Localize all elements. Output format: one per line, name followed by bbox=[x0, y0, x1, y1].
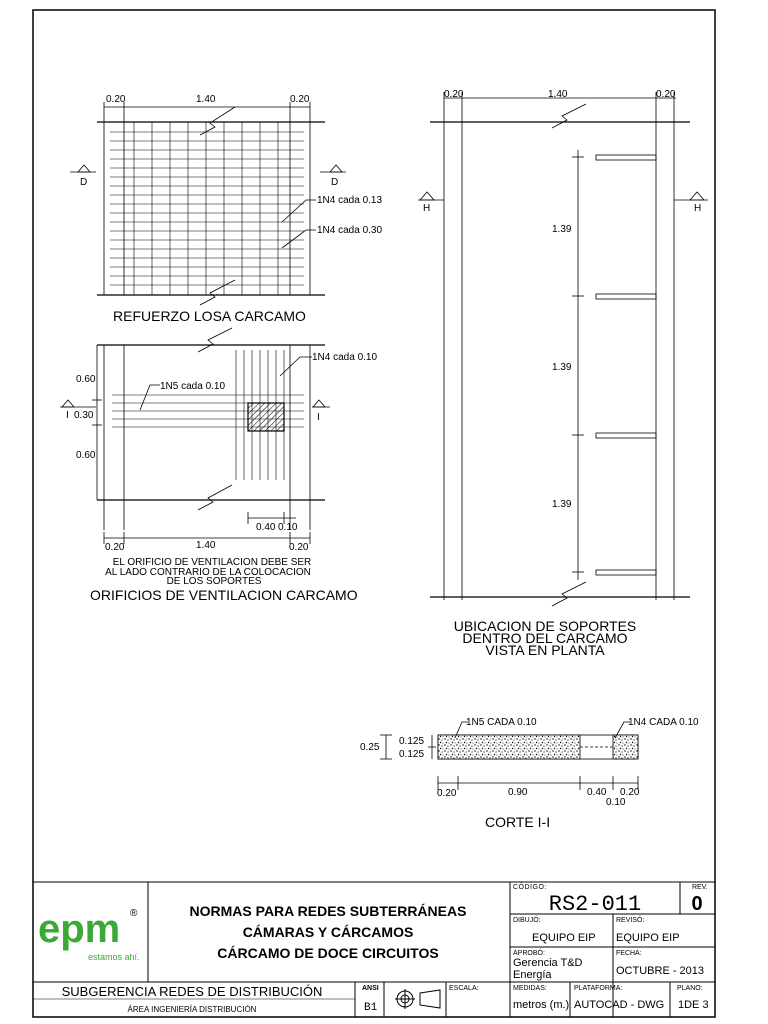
reviso-value: EQUIPO EIP bbox=[616, 932, 680, 944]
plataforma-label: PLATAFORMA: bbox=[574, 985, 623, 992]
orificios-dim-030: 0.30 bbox=[74, 410, 94, 421]
fecha-label: FECHA: bbox=[616, 950, 642, 957]
logo-tagline: estamos ahí. bbox=[88, 952, 140, 962]
orificios-dim-mid: 1.40 bbox=[196, 540, 216, 551]
corte-dim-090: 0.90 bbox=[508, 787, 528, 798]
refuerzo-section-left: D bbox=[80, 177, 88, 188]
soportes-section-right: H bbox=[694, 203, 702, 214]
soportes-title-2: DENTRO DEL CARCAMO bbox=[462, 630, 628, 646]
sheet-border bbox=[33, 10, 715, 1017]
corte-title: CORTE I-I bbox=[485, 814, 551, 830]
orificios-note-1: EL ORIFICIO DE VENTILACION DEBE SER bbox=[112, 557, 312, 568]
medidas-value: metros (m.) bbox=[513, 999, 570, 1011]
aprobo-label: APROBÓ: bbox=[513, 950, 545, 957]
soportes-section-left: H bbox=[423, 203, 431, 214]
soportes-dim-mid: 1.40 bbox=[548, 89, 568, 100]
codigo-label: CÓDIGO: bbox=[513, 884, 547, 891]
escala-label: ESCALA: bbox=[449, 985, 479, 992]
refuerzo-dim-right: 0.20 bbox=[290, 94, 310, 105]
corte-dim-025: 0.25 bbox=[360, 742, 380, 753]
reviso-label: REVISÓ: bbox=[616, 917, 645, 924]
corte-dim-0125-a: 0.125 bbox=[399, 736, 425, 747]
medidas-label: MEDIDAS: bbox=[513, 985, 547, 992]
main-title-3: CÁRCAMO DE DOCE CIRCUITOS bbox=[217, 945, 439, 961]
orificios-dim-left: 0.20 bbox=[105, 542, 125, 553]
main-title-2: CÁMARAS Y CÁRCAMOS bbox=[242, 924, 414, 940]
refuerzo-dim-left: 0.20 bbox=[106, 94, 126, 105]
corte-dim-020-a: 0.20 bbox=[437, 788, 457, 799]
refuerzo-dim-mid: 1.40 bbox=[196, 94, 216, 105]
corte-dim-010: 0.10 bbox=[606, 797, 626, 808]
orificios-drawing bbox=[60, 328, 330, 544]
main-title-1: NORMAS PARA REDES SUBTERRÁNEAS bbox=[189, 903, 467, 919]
orificios-label-n4: 1N4 cada 0.10 bbox=[312, 352, 378, 363]
corte-dim-040: 0.40 bbox=[587, 787, 607, 798]
plano-value: 1DE 3 bbox=[678, 999, 709, 1011]
orificios-section-right: I bbox=[317, 412, 320, 423]
plano-label: PLANO: bbox=[677, 985, 703, 992]
orificios-dim-040: 0.40 bbox=[256, 522, 276, 533]
refuerzo-label-1: 1N4 cada 0.13 bbox=[317, 195, 383, 206]
fecha-value: OCTUBRE - 2013 bbox=[616, 965, 705, 977]
subgerencia: SUBGERENCIA REDES DE DISTRIBUCIÓN bbox=[61, 984, 323, 999]
rev-label: REV. bbox=[692, 884, 708, 891]
corte-dim-0125-b: 0.125 bbox=[399, 749, 425, 760]
soportes-title-1: UBICACION DE SOPORTES bbox=[453, 618, 637, 634]
corte-label-n4: 1N4 CADA 0.10 bbox=[628, 717, 699, 728]
aprobo-value-1: Gerencia T&D bbox=[513, 957, 583, 969]
corte-label-n5: 1N5 CADA 0.10 bbox=[466, 717, 537, 728]
orificios-note-3: DE LOS SOPORTES bbox=[166, 576, 262, 587]
orificios-dim-010: 0.10 bbox=[278, 522, 298, 533]
orificios-dim-060-bot: 0.60 bbox=[76, 450, 96, 461]
dibujo-value: EQUIPO EIP bbox=[532, 932, 596, 944]
refuerzo-losa-drawing bbox=[70, 102, 346, 305]
soportes-spacing-2: 1.39 bbox=[552, 362, 572, 373]
plataforma-value: AUTOCAD - DWG bbox=[574, 999, 665, 1011]
soportes-spacing-1: 1.39 bbox=[552, 224, 572, 235]
orificios-dim-right: 0.20 bbox=[289, 542, 309, 553]
soportes-dim-left: 0.20 bbox=[444, 89, 464, 100]
aprobo-value-2: Energía bbox=[513, 969, 552, 981]
refuerzo-title: REFUERZO LOSA CARCAMO bbox=[113, 308, 306, 324]
orificios-label-n5: 1N5 cada 0.10 bbox=[160, 381, 226, 392]
soportes-title-3: VISTA EN PLANTA bbox=[485, 642, 605, 658]
ansi-value: B1 bbox=[364, 1002, 378, 1014]
dibujo-label: DIBUJÓ: bbox=[513, 917, 541, 924]
orificios-dim-060-top: 0.60 bbox=[76, 374, 96, 385]
orificios-note-2: AL LADO CONTRARIO DE LA COLOCACION bbox=[105, 567, 311, 578]
rev-value: 0 bbox=[691, 893, 703, 915]
corte-dim-020-b: 0.20 bbox=[620, 787, 640, 798]
orificios-title: ORIFICIOS DE VENTILACION CARCAMO bbox=[90, 587, 358, 603]
logo-epm: epm bbox=[38, 907, 121, 951]
soportes-spacing-3: 1.39 bbox=[552, 499, 572, 510]
refuerzo-label-2: 1N4 cada 0.30 bbox=[317, 225, 383, 236]
orificios-section-left: I bbox=[66, 410, 69, 421]
codigo-value: RS2-011 bbox=[548, 892, 642, 917]
refuerzo-section-right: D bbox=[331, 177, 339, 188]
ansi-label: ANSI bbox=[362, 985, 379, 992]
area: ÁREA INGENIERÍA DISTRIBUCIÓN bbox=[127, 1005, 257, 1014]
soportes-drawing bbox=[418, 92, 708, 606]
soportes-dim-right: 0.20 bbox=[656, 89, 676, 100]
logo-registered: ® bbox=[130, 908, 138, 919]
